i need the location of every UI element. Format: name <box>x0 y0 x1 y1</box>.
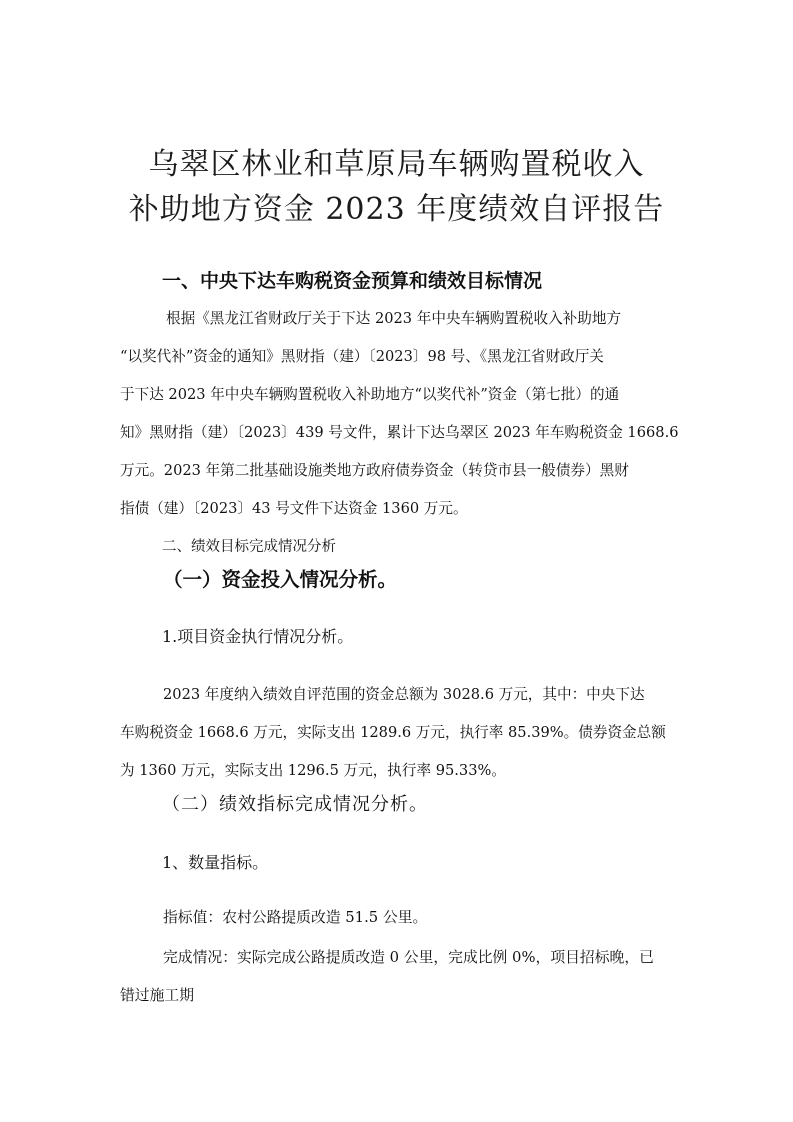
item-2-heading: 1、数量指标。 <box>162 853 269 872</box>
document-title-line-1: 乌翠区林业和草原局车辆购置税收入 <box>148 147 645 182</box>
item-1-heading: 1.项目资金执行情况分析。 <box>162 627 354 646</box>
paragraph-line: 指债（建）〔2023〕43 号文件下达资金 1360 万元。 <box>120 500 468 517</box>
indicator-value-text: 指标值：农村公路提质改造 51.5 公里。 <box>163 909 428 926</box>
paragraph-line: “以奖代补”资金的通知》黑财指（建）〔2023〕98 号、《黑龙江省财政厅关 <box>120 348 604 365</box>
paragraph-line: 车购税资金 1668.6 万元，实际支出 1289.6 万元，执行率 85.39%。债券资金总额 <box>120 724 666 741</box>
document-title-line-2: 补助地方资金 2023 年度绩效自评报告 <box>128 192 665 227</box>
subsection-1-heading: （一）资金投入情况分析。 <box>163 568 398 591</box>
section-2-heading: 二、绩效目标完成情况分析 <box>162 539 336 555</box>
paragraph-line: 知》黑财指（建）〔2023〕439 号文件，累计下达乌翠区 2023 年车购税资金 1668.6 <box>120 424 679 441</box>
paragraph-line: 根据《黑龙江省财政厅关于下达 2023 年中央车辆购置税收入补助地方 <box>166 310 622 327</box>
paragraph-line: 为 1360 万元，实际支出 1296.5 万元，执行率 95.33%。 <box>120 762 506 779</box>
completion-status-line-2: 错过施工期 <box>120 987 194 1004</box>
section-1-heading: 一、中央下达车购税资金预算和绩效目标情况 <box>162 270 543 292</box>
completion-status-line-1: 完成情况：实际完成公路提质改造 0 公里，完成比例 0%，项目招标晚，已 <box>163 949 654 966</box>
paragraph-line: 2023 年度纳入绩效自评范围的资金总额为 3028.6 万元，其中：中央下达 <box>163 686 645 703</box>
paragraph-line: 于下达 2023 年中央车辆购置税收入补助地方“以奖代补”资金（第七批）的通 <box>120 386 620 403</box>
subsection-2-heading: （二）绩效指标完成情况分析。 <box>162 794 428 815</box>
paragraph-line: 万元。2023 年第二批基础设施类地方政府债券资金（转贷市县一般债券）黑财 <box>120 462 629 479</box>
